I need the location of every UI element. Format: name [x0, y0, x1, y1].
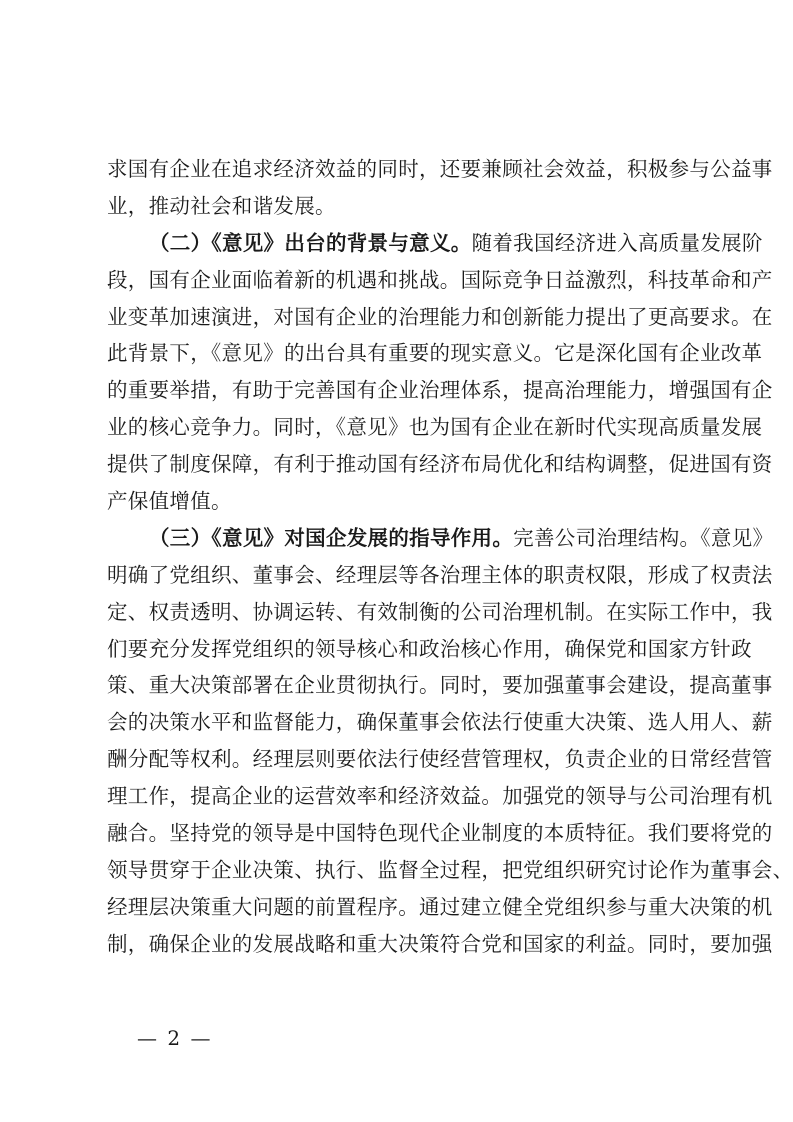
text-line: [107, 704, 773, 741]
body-text: 制，确保企业的发展战略和重大决策符合党和国家的利益。同时，要加强: [107, 931, 773, 956]
page-number: — 2 —: [137, 1026, 213, 1050]
body-text: 产保值增值。: [107, 489, 232, 514]
body-text: 明确了党组织、董事会、经理层等各治理主体的职责权限，形成了权责法: [107, 562, 773, 587]
text-line: [107, 667, 773, 704]
section-heading: （二）《意见》出台的背景与意义。: [149, 230, 472, 255]
paragraph: [107, 225, 773, 520]
text-line: [107, 594, 773, 631]
text-line: [107, 926, 773, 963]
body-text: 业，推动社会和谐发展。: [107, 193, 336, 218]
text-line: [107, 151, 773, 188]
body-text: 完善公司治理结构。《意见》: [513, 525, 774, 550]
text-line: [107, 446, 773, 483]
text-line: [107, 188, 691, 225]
text-line: [107, 778, 773, 815]
text-line: [107, 520, 774, 557]
body-text: 策、重大决策部署在企业贯彻执行。同时，要加强董事会建设，提高董事: [107, 673, 773, 698]
paragraph: [107, 151, 773, 225]
body-text: 酬分配等权利。经理层则要依法行使经营管理权，负责企业的日常经营管: [107, 747, 773, 772]
body-text: 提供了制度保障，有利于推动国有经济布局优化和结构调整，促进国有资: [107, 452, 773, 477]
text-line: [107, 852, 793, 889]
body-text: 此背景下，《意见》的出台具有重要的现实意义。它是深化国有企业改革: [107, 341, 763, 366]
text-line: [107, 889, 773, 926]
text-line: [107, 262, 773, 299]
paragraph: [107, 520, 793, 963]
body-text: 的重要举措，有助于完善国有企业治理体系，提高治理能力，增强国有企: [107, 378, 773, 403]
body-text: 融合。坚持党的领导是中国特色现代企业制度的本质特征。我们要将党的: [107, 821, 773, 846]
text-line: [107, 409, 763, 446]
body-text: 段，国有企业面临着新的机遇和挑战。国际竞争日益激烈，科技革命和产: [107, 267, 773, 292]
body-text: 理工作，提高企业的运营效率和经济效益。加强党的领导与公司治理有机: [107, 784, 773, 809]
body-text: 随着我国经济进入高质量发展阶: [471, 230, 763, 255]
body-text: 会的决策水平和监督能力，确保董事会依法行使重大决策、选人用人、薪: [107, 710, 773, 735]
body-text: 们要充分发挥党组织的领导核心和政治核心作用，确保党和国家方针政: [107, 636, 752, 661]
body-text: 业变革加速演进，对国有企业的治理能力和创新能力提出了更高要求。在: [107, 304, 773, 329]
text-line: [107, 483, 691, 520]
document-body: [107, 151, 793, 963]
section-heading: （三）《意见》对国企发展的指导作用。: [149, 525, 514, 550]
text-line: [107, 741, 773, 778]
text-line: [107, 631, 752, 668]
text-line: [107, 557, 773, 594]
text-line: [107, 372, 773, 409]
body-text: 求国有企业在追求经济效益的同时，还要兼顾社会效益，积极参与公益事: [107, 157, 773, 181]
text-line: [107, 335, 763, 372]
text-line: [107, 815, 773, 852]
text-line: [107, 299, 773, 336]
text-line: [107, 225, 763, 262]
body-text: 定、权责透明、协调运转、有效制衡的公司治理机制。在实际工作中，我: [107, 599, 773, 624]
body-text: 经理层决策重大问题的前置程序。通过建立健全党组织参与重大决策的机: [107, 894, 773, 919]
body-text: 领导贯穿于企业决策、执行、监督全过程，把党组织研究讨论作为董事会、: [107, 857, 793, 882]
body-text: 业的核心竞争力。同时，《意见》也为国有企业在新时代实现高质量发展: [107, 415, 763, 440]
